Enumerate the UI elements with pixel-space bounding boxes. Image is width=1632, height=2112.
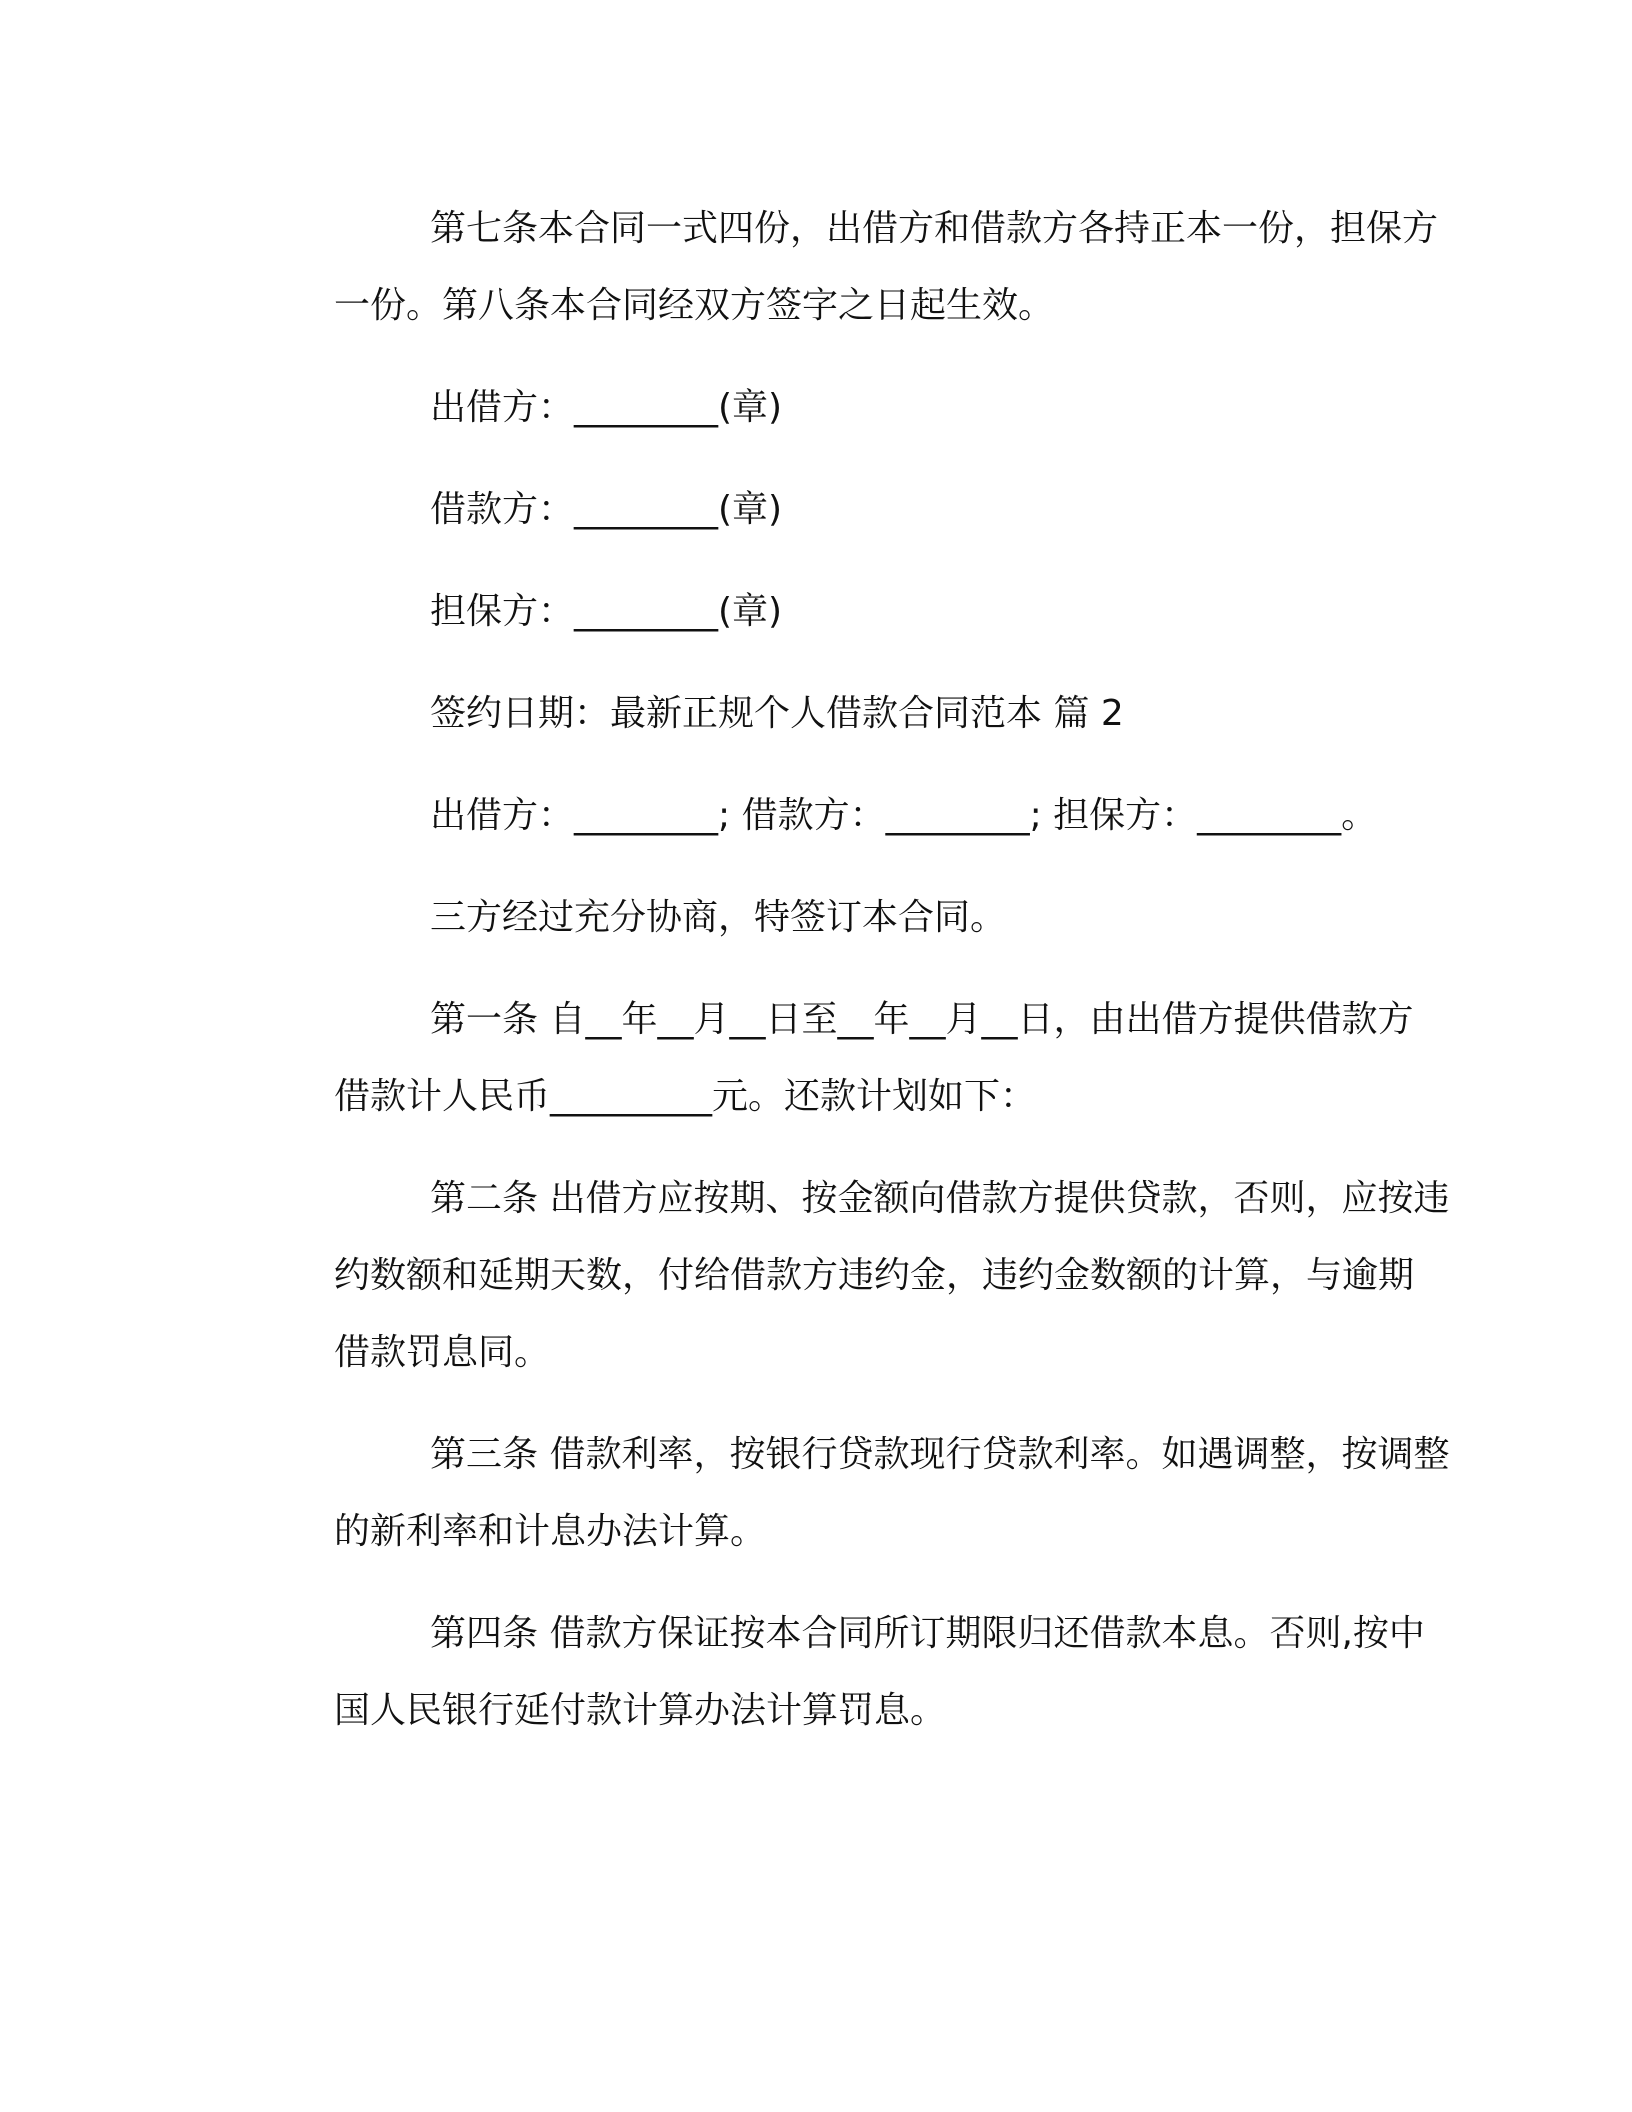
text-line: 出借方：________(章) [430, 387, 783, 428]
text-line: 借款计人民币_________元。还款计划如下： [334, 1076, 1037, 1117]
text-line: 出借方：________; 借款方：________; 担保方：________。 [430, 795, 1378, 836]
text-line: 一份。第八条本合同经双方签字之日起生效。 [334, 285, 1055, 326]
guarantor-signature-line [238, 573, 1384, 650]
text-line: 第二条 出借方应按期、按金额向借款方提供贷款，否则，应按违 [430, 1178, 1450, 1219]
paragraph-article-1 [238, 981, 1414, 1135]
text-line: 第七条本合同一式四份，出借方和借款方各持正本一份，担保方 [430, 208, 1439, 249]
paragraph-article-2 [238, 1160, 1450, 1391]
signing-date-line [238, 675, 1384, 752]
parties-line [238, 777, 1384, 854]
paragraph-article-3 [238, 1416, 1450, 1570]
text-line: 借款方：________(章) [430, 489, 783, 530]
text-line: 第四条 借款方保证按本合同所订期限归还借款本息。否则,按中 [430, 1613, 1425, 1654]
lender-signature-line [238, 369, 1384, 446]
text-line: 国人民银行延付款计算办法计算罚息。 [334, 1690, 947, 1731]
text-line: 三方经过充分协商，特签订本合同。 [430, 897, 1007, 938]
text-line: 签约日期：最新正规个人借款合同范本 篇 2 [430, 693, 1124, 734]
text-line: 借款罚息同。 [334, 1332, 551, 1373]
preamble-paragraph [238, 879, 1384, 956]
paragraph-article-7 [238, 190, 1439, 344]
document-body [238, 190, 1450, 1749]
text-line: 的新利率和计息办法计算。 [334, 1511, 767, 1552]
borrower-signature-line [238, 471, 1384, 548]
text-line: 第一条 自__年__月__日至__年__月__日，由出借方提供借款方 [430, 999, 1414, 1040]
text-line: 担保方：________(章) [430, 591, 783, 632]
text-line: 第三条 借款利率，按银行贷款现行贷款利率。如遇调整，按调整 [430, 1434, 1450, 1475]
paragraph-article-4 [238, 1595, 1425, 1749]
text-line: 约数额和延期天数，付给借款方违约金，违约金数额的计算，与逾期 [334, 1255, 1415, 1296]
